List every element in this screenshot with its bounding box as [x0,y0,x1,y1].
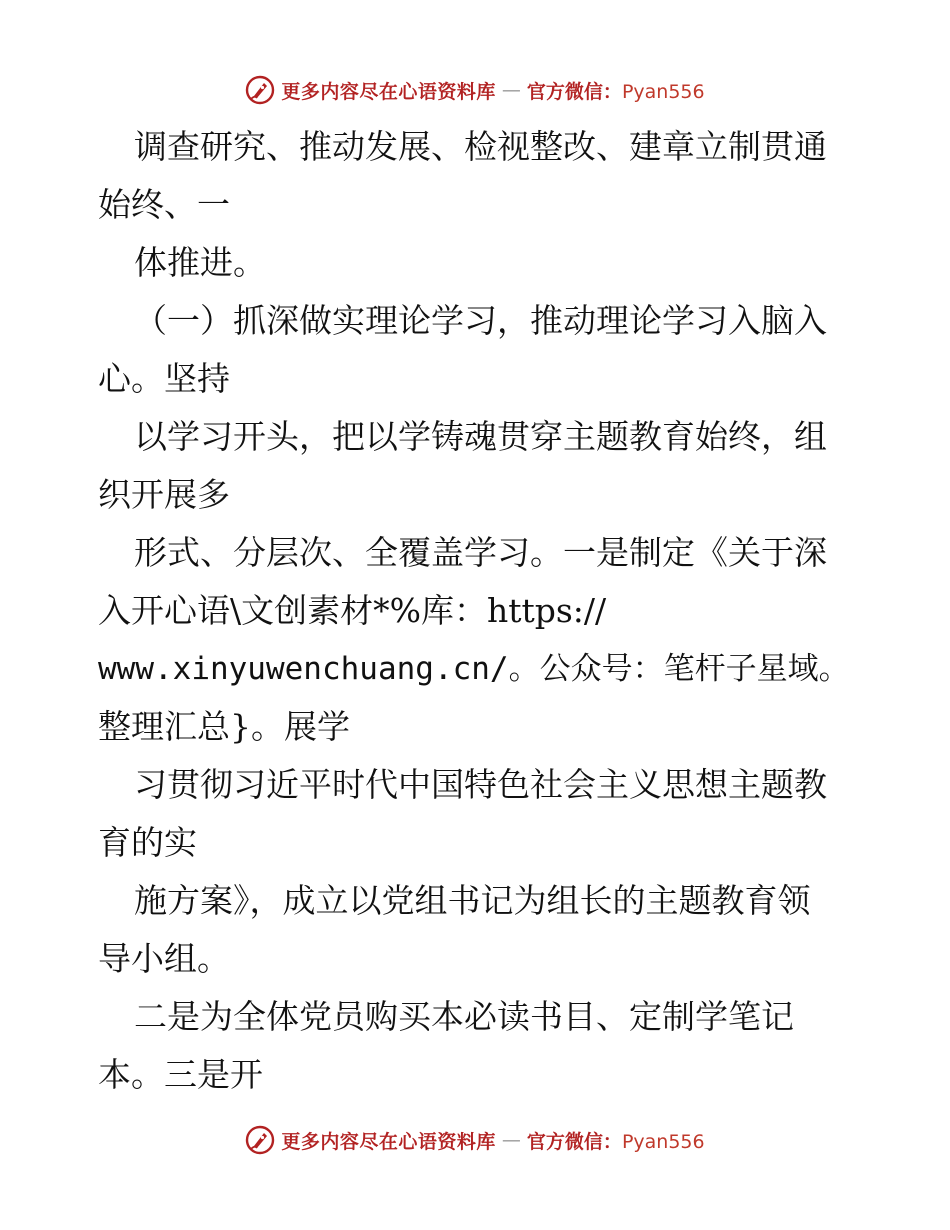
text-line: 心。坚持 [98,359,230,398]
banner-contact [527,77,705,104]
text-line: 整理汇总}。展学 [98,707,350,746]
banner-contact-label: 官方微信： [526,80,622,103]
text-line: 入开心语\文创素材*%库：https:// [98,591,607,630]
banner-contact [527,1127,705,1154]
text-line: 始终、一 [98,185,230,224]
header-watermark-banner [0,70,950,110]
text-line: 本。三是开 [98,1055,263,1094]
footer-watermark-banner [0,1120,950,1160]
banner-contact-id: Pyan556 [621,1130,705,1153]
banner-contact-id: Pyan556 [621,80,705,103]
text-line: 育的实 [98,823,197,862]
text-line: 二是为全体党员购买本必读书目、定制学笔记 [134,997,794,1036]
text-line: 织开展多 [98,475,230,514]
text-line: 导小组。 [98,939,230,978]
text-line: 习贯彻习近平时代中国特色社会主义思想主题教 [134,765,827,804]
text-line: 施方案》，成立以党组书记为组长的主题教育领 [134,881,811,920]
document-body [98,118,858,1104]
pen-nib-logo-icon [245,75,275,105]
text-line: 体推进。 [134,243,266,282]
banner-slogan: 更多内容尽在心语资料库 [281,1130,496,1153]
banner-contact-label: 官方微信： [526,1130,622,1153]
section-heading-line: （一）抓深做实理论学习，推动理论学习入脑入 [134,301,827,340]
banner-slogan: 更多内容尽在心语资料库 [281,80,496,103]
text-line: 调查研究、推动发展、检视整改、建章立制贯通 [134,127,827,166]
banner-dash: — [501,79,521,101]
url-text-line: www.xinyuwenchuang.cn/。公众号：笔杆子星域。 [98,651,850,687]
banner-dash: — [501,1129,521,1151]
text-line: 形式、分层次、全覆盖学习。一是制定《关于深 [134,533,827,572]
pen-nib-logo-icon [245,1125,275,1155]
text-line: 以学习开头，把以学铸魂贯穿主题教育始终，组 [134,417,827,456]
